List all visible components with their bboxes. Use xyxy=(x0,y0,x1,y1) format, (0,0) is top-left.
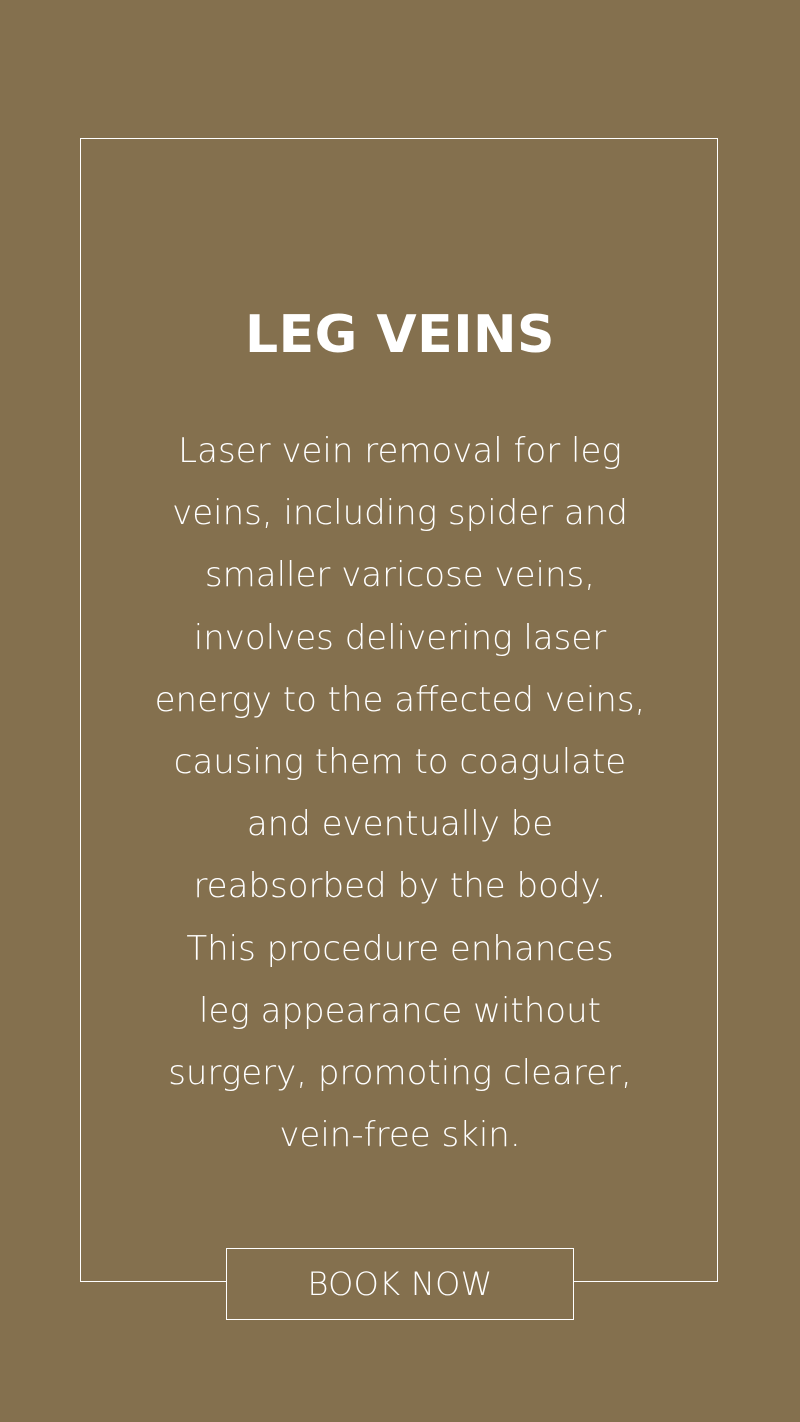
description-line: causing them to coagulate xyxy=(173,742,627,783)
description-line: This procedure enhances xyxy=(186,928,614,969)
description-line: and eventually be xyxy=(246,804,554,845)
description-line: leg appearance without xyxy=(199,990,601,1031)
description-line: energy to the affected veins, xyxy=(154,679,646,720)
description-line: veins, including spider and xyxy=(172,493,628,534)
description xyxy=(150,420,650,1166)
description-line: involves delivering laser xyxy=(193,617,607,658)
description-line: reabsorbed by the body. xyxy=(193,866,607,907)
page-title: LEG VEINS xyxy=(244,305,556,365)
description-line: vein-free skin. xyxy=(279,1115,521,1156)
description-line: smaller varicose veins, xyxy=(204,555,596,596)
description-line: Laser vein removal for leg xyxy=(178,431,622,471)
book-now-button[interactable]: BOOK NOW xyxy=(226,1248,574,1320)
description-line: surgery, promoting clearer, xyxy=(168,1053,632,1094)
